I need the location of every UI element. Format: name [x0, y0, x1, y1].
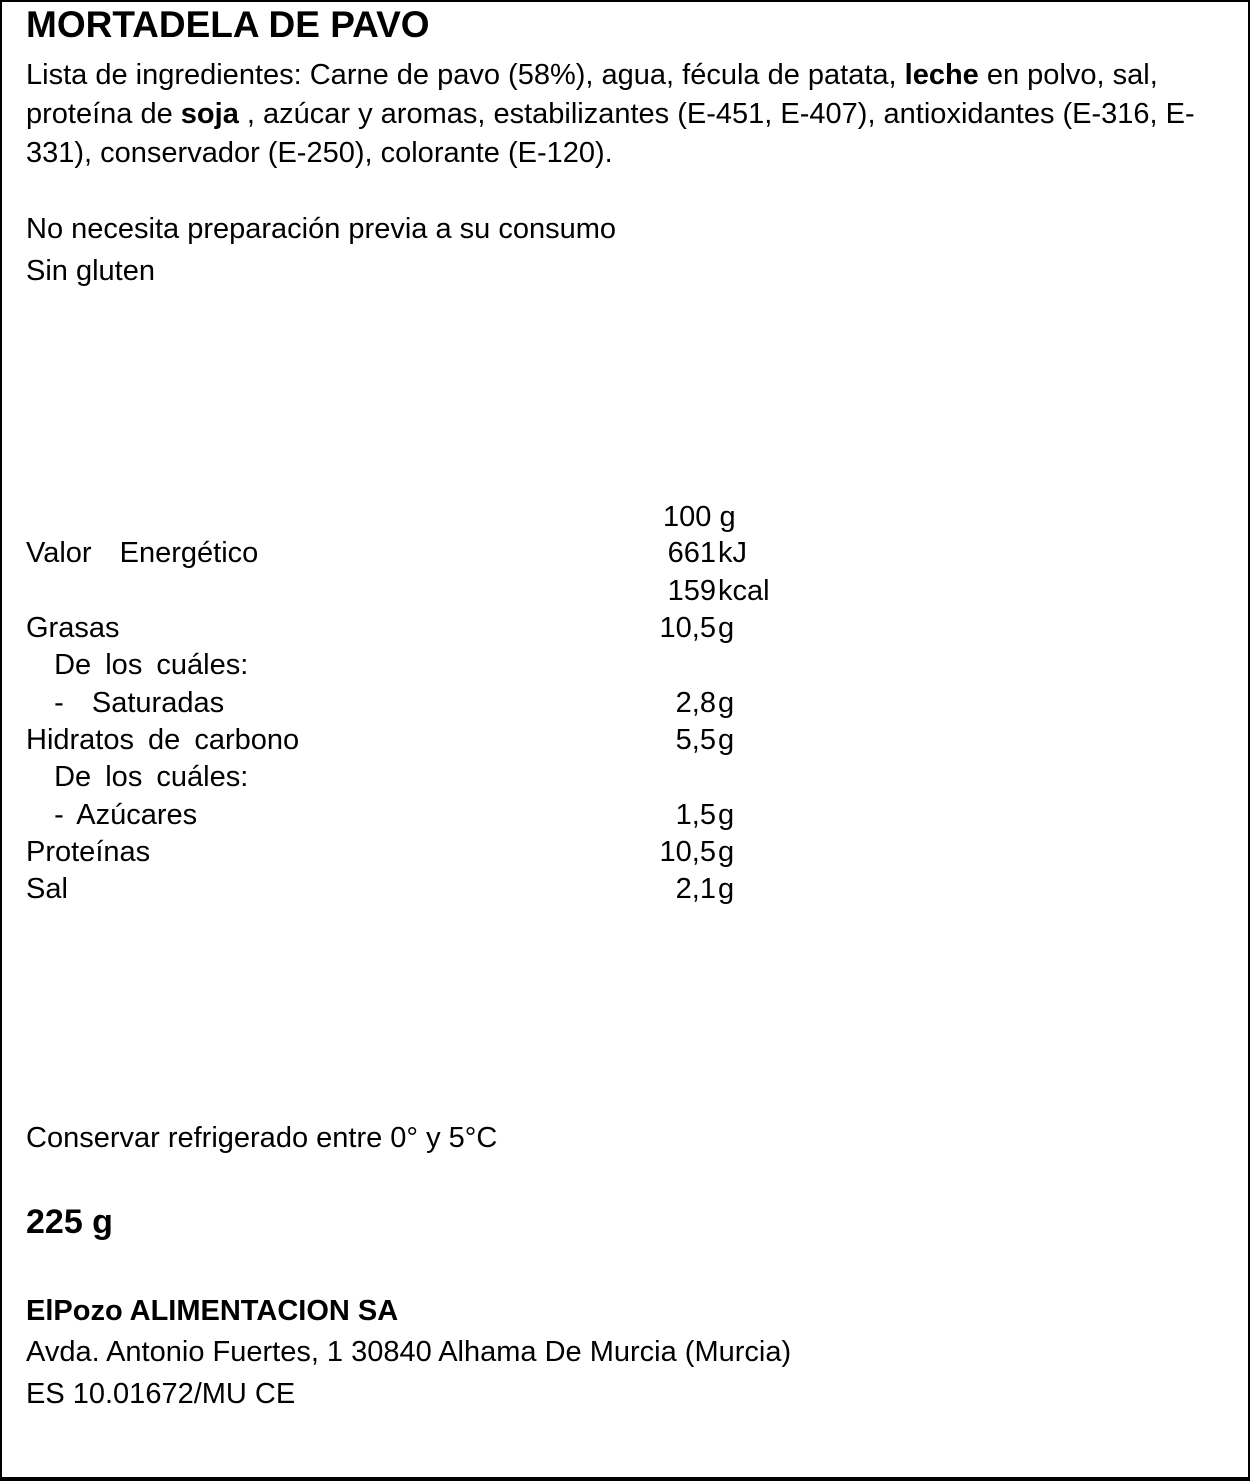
nutrition-label: Hidratos de carbono	[26, 724, 300, 756]
nutrition-label: - Saturadas	[26, 687, 225, 719]
nutrition-unit: kJ	[718, 537, 747, 569]
nutrition-value: 10,5	[659, 612, 716, 644]
ingredients-suffix: , azúcar y aromas, estabilizantes (E-451, E-407), antioxidantes (E-316, E-331), conservador (E-250), colorante (E-120).	[26, 98, 1195, 169]
nutrition-unit: g	[718, 612, 735, 644]
nutrition-unit: kcal	[718, 575, 770, 607]
gluten-note: Sin gluten	[26, 255, 155, 287]
nutrition-value: 661	[667, 537, 716, 569]
nutrition-unit: g	[718, 836, 735, 868]
nutrition-label: Sal	[26, 873, 68, 905]
ingredients-middle: en polvo, sal, proteína de	[26, 59, 1158, 130]
nutrition-unit: g	[718, 799, 735, 831]
allergen-milk: leche	[904, 59, 979, 91]
allergen-soy: soja	[180, 98, 239, 130]
nutrition-value: 2,1	[675, 873, 716, 905]
nutrition-label: Valor Energético	[26, 537, 259, 569]
nutrition-label: Proteínas	[26, 836, 151, 868]
nutrition-unit: g	[718, 687, 735, 719]
nutrition-label: De los cuáles:	[26, 649, 249, 681]
product-title: MORTADELA DE PAVO	[26, 4, 430, 45]
company-address: Avda. Antonio Fuertes, 1 30840 Alhama De Murcia (Murcia)	[26, 1336, 792, 1368]
ingredients-prefix: Lista de ingredientes: Carne de pavo (58%), agua, fécula de patata,	[26, 59, 905, 91]
storage-instructions: Conservar refrigerado entre 0° y 5°C	[26, 1122, 498, 1154]
nutrition-unit: g	[718, 724, 735, 756]
nutrition-value: 2,8	[675, 687, 716, 719]
nutrition-value: 5,5	[675, 724, 716, 756]
ingredients-list	[26, 56, 1226, 173]
nutrition-column-header: 100 g	[663, 501, 736, 533]
health-registry: ES 10.01672/MU CE	[26, 1378, 296, 1410]
preparation-note: No necesita preparación previa a su consumo	[26, 213, 616, 245]
nutrition-unit: g	[718, 873, 735, 905]
company-name: ElPozo ALIMENTACION SA	[26, 1295, 399, 1327]
net-weight: 225 g	[26, 1203, 113, 1241]
nutrition-label: Grasas	[26, 612, 120, 644]
nutrition-label: De los cuáles:	[26, 761, 249, 793]
nutrition-value: 159	[667, 575, 716, 607]
nutrition-value: 10,5	[659, 836, 716, 868]
nutrition-label: - Azúcares	[26, 799, 198, 831]
nutrition-value: 1,5	[675, 799, 716, 831]
